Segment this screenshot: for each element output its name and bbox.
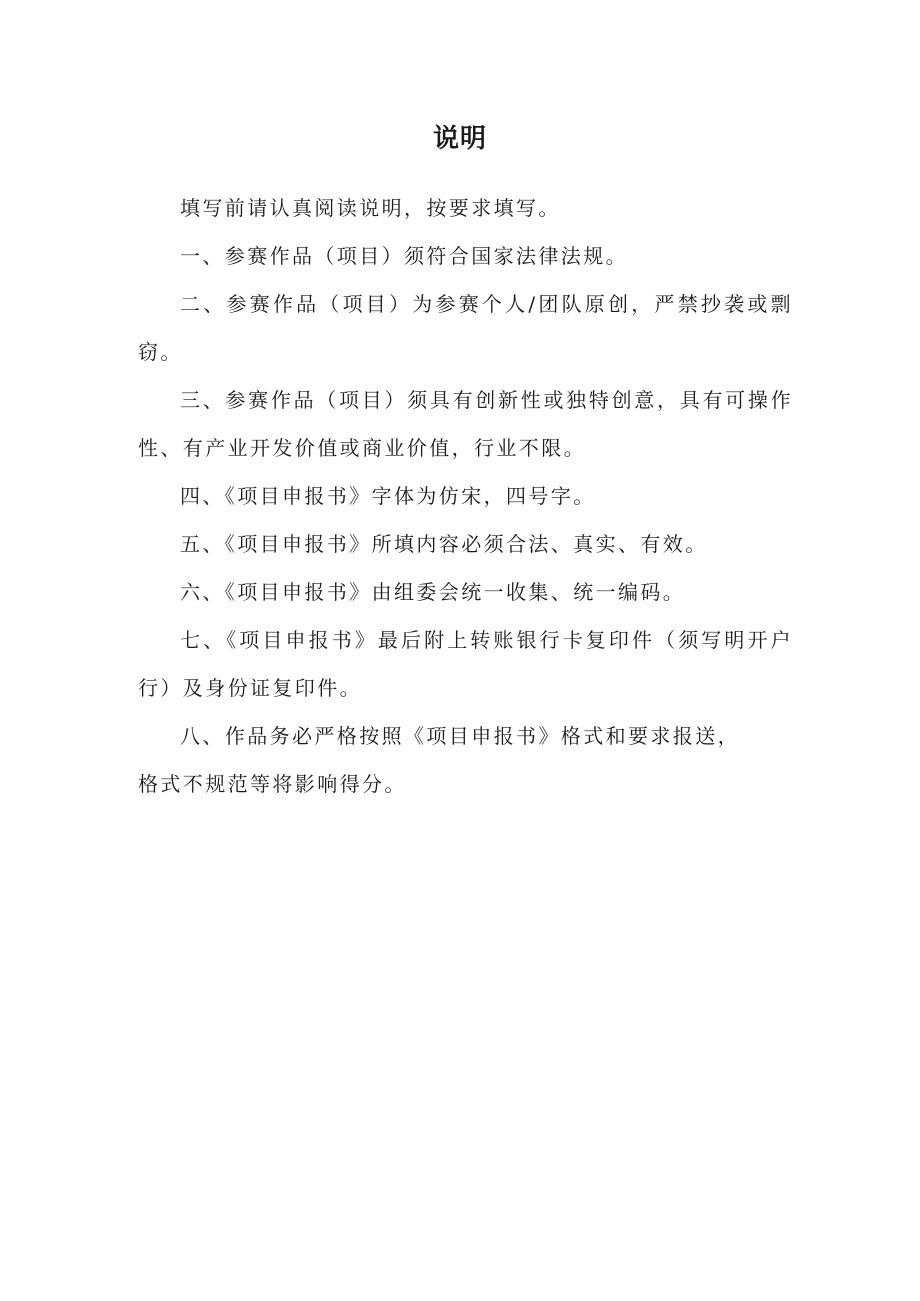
page-title: 说明	[432, 124, 487, 154]
instruction-item-4: 四、《项目申报书》字体为仿宋，四号字。	[180, 484, 596, 508]
instruction-item-2: 二、参赛作品（项目）为参赛个人/团队原创，严禁抄袭或剽窃。	[138, 292, 793, 364]
instruction-item-1: 一、参赛作品（项目）须符合国家法律法规。	[180, 244, 628, 268]
instruction-item-7: 七、《项目申报书》最后附上转账银行卡复印件（须写明开户行）及身份证复印件。	[138, 628, 793, 700]
intro-paragraph: 填写前请认真阅读说明，按要求填写。	[180, 196, 561, 220]
closing-line: 格式不规范等将影响得分。	[138, 772, 407, 796]
instruction-item-3: 三、参赛作品（项目）须具有创新性或独特创意，具有可操作性、有产业开发价值或商业价值，行业不限。	[138, 388, 793, 460]
instruction-item-5: 五、《项目申报书》所填内容必须合法、真实、有效。	[180, 532, 708, 556]
instruction-item-6: 六、《项目申报书》由组委会统一收集、统一编码。	[180, 580, 686, 604]
instructions-body	[138, 184, 793, 808]
instruction-item-8: 八、作品务必严格按照《项目申报书》格式和要求报送，	[180, 724, 740, 748]
